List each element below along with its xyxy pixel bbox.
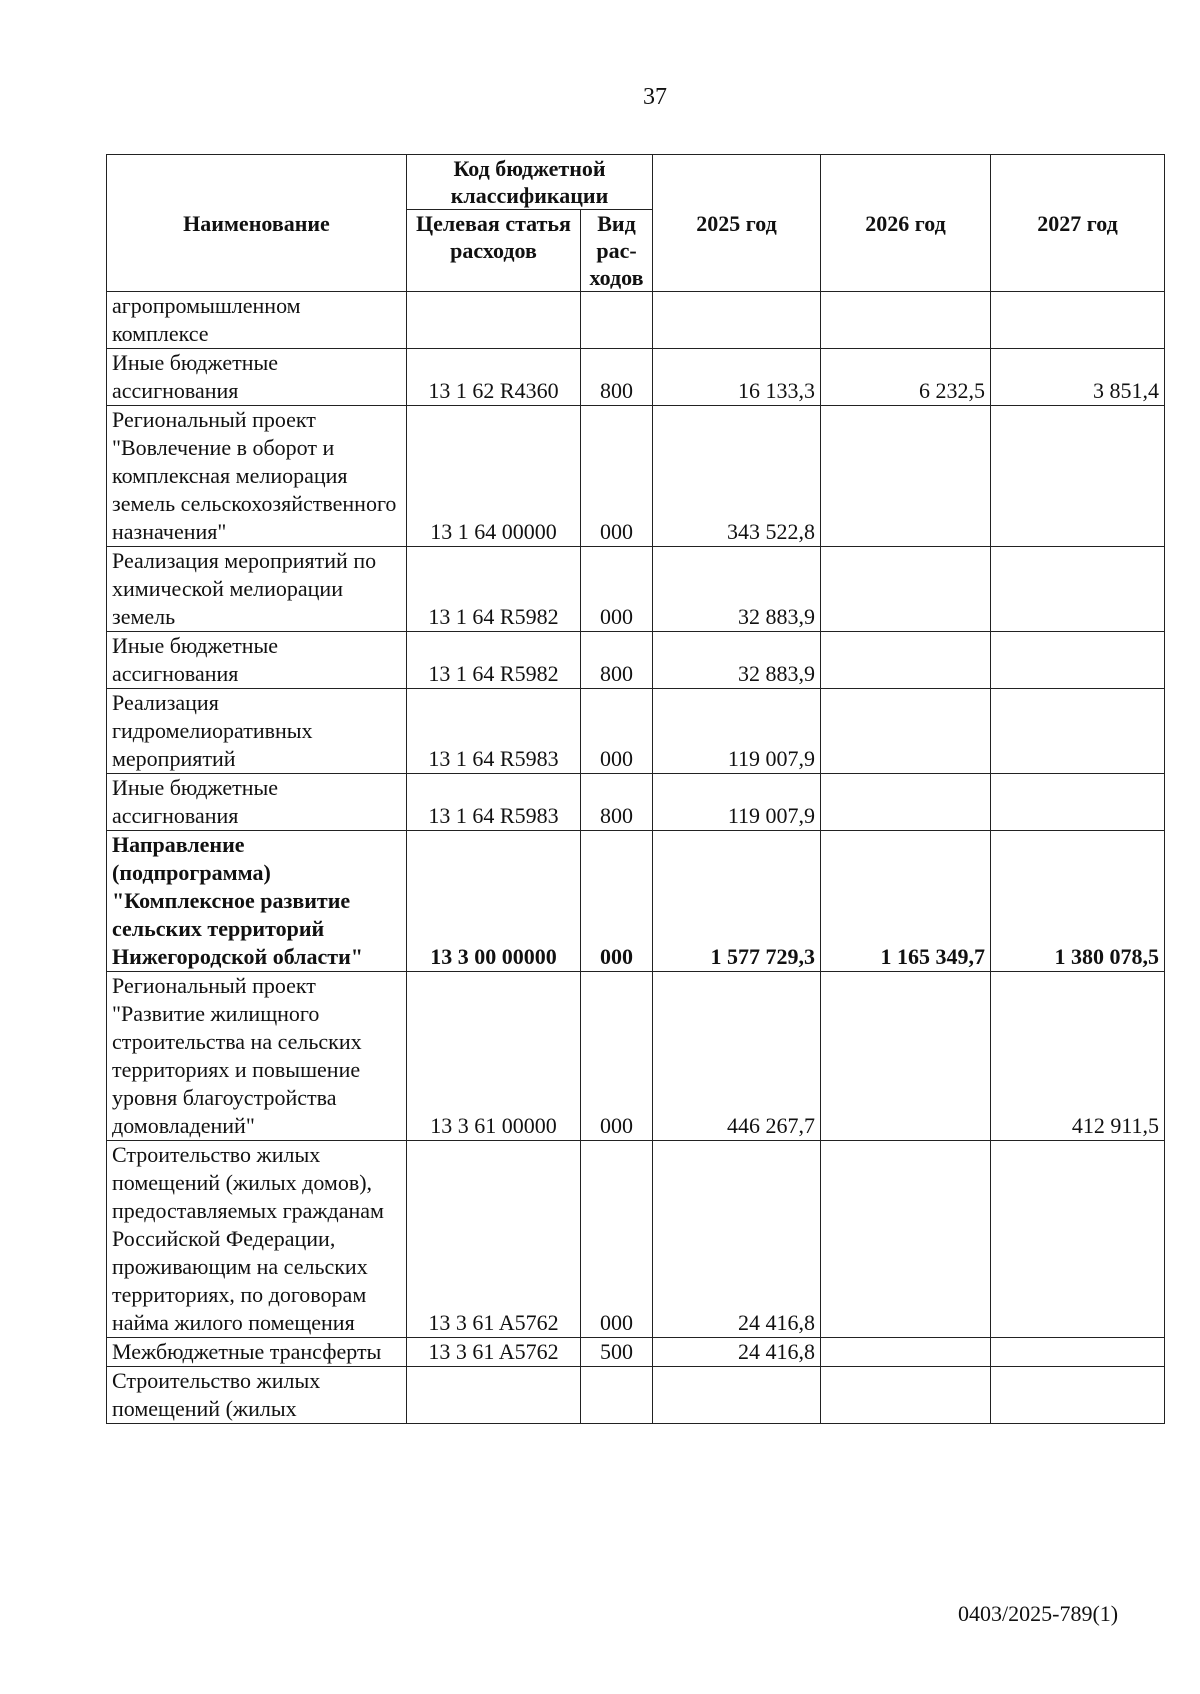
- row-code: 13 1 64 R5983: [407, 689, 581, 774]
- row-kind: [581, 1367, 653, 1424]
- row-2025: [653, 292, 821, 349]
- table-body: [107, 292, 1165, 1424]
- row-code: 13 3 61 A5762: [407, 1338, 581, 1367]
- row-kind: 000: [581, 406, 653, 547]
- table-row: [107, 774, 1165, 831]
- row-2026: [821, 547, 991, 632]
- row-name: Направление (подпрограмма) "Комплексное развитие сельских территорий Нижегородской области": [107, 831, 407, 972]
- row-2025: 119 007,9: [653, 774, 821, 831]
- row-code: 13 1 64 00000: [407, 406, 581, 547]
- row-name: Строительство жилых помещений (жилых: [107, 1367, 407, 1424]
- row-2026: [821, 774, 991, 831]
- row-2026: [821, 689, 991, 774]
- row-2027: [991, 292, 1165, 349]
- row-2025: 32 883,9: [653, 547, 821, 632]
- header-kbk: Код бюджетной классификации: [407, 155, 653, 210]
- table-header: [107, 155, 1165, 292]
- row-name: Строительство жилых помещений (жилых домов), предоставляемых гражданам Российской Федерации, проживающим на сельских территориях, по договорам найма жилого помещения: [107, 1141, 407, 1338]
- table-row: [107, 689, 1165, 774]
- row-kind: 800: [581, 349, 653, 406]
- row-2027: [991, 774, 1165, 831]
- row-2026: 6 232,5: [821, 349, 991, 406]
- row-2026: [821, 1338, 991, 1367]
- row-kind: 000: [581, 972, 653, 1141]
- header-name: Наименование: [107, 155, 407, 292]
- row-code: [407, 1367, 581, 1424]
- row-2027: [991, 1338, 1165, 1367]
- row-2025: 32 883,9: [653, 632, 821, 689]
- row-kind: 000: [581, 1141, 653, 1338]
- row-code: [407, 292, 581, 349]
- row-2027: [991, 406, 1165, 547]
- row-2027: [991, 632, 1165, 689]
- budget-table: [106, 154, 1165, 1424]
- row-2027: [991, 689, 1165, 774]
- row-2025: 24 416,8: [653, 1338, 821, 1367]
- table-row: [107, 349, 1165, 406]
- row-2027: [991, 1367, 1165, 1424]
- row-2027: 1 380 078,5: [991, 831, 1165, 972]
- row-2025: 343 522,8: [653, 406, 821, 547]
- row-2027: [991, 547, 1165, 632]
- row-kind: 800: [581, 632, 653, 689]
- table-row: [107, 1367, 1165, 1424]
- row-2027: [991, 1141, 1165, 1338]
- row-name: Реализация мероприятий по химической мелиорации земель: [107, 547, 407, 632]
- row-name: Иные бюджетные ассигнования: [107, 632, 407, 689]
- header-expense-kind: Вид рас-ходов: [581, 210, 653, 292]
- row-kind: 000: [581, 689, 653, 774]
- row-2026: 1 165 349,7: [821, 831, 991, 972]
- row-2026: [821, 406, 991, 547]
- row-2025: 446 267,7: [653, 972, 821, 1141]
- header-2026: 2026 год: [821, 155, 991, 292]
- row-code: 13 3 00 00000: [407, 831, 581, 972]
- header-2025: 2025 год: [653, 155, 821, 292]
- row-2025: 119 007,9: [653, 689, 821, 774]
- row-2027: 412 911,5: [991, 972, 1165, 1141]
- table-row: [107, 547, 1165, 632]
- row-2026: [821, 1141, 991, 1338]
- page-number: 37: [643, 84, 667, 110]
- row-2027: 3 851,4: [991, 349, 1165, 406]
- row-kind: [581, 292, 653, 349]
- table-row: [107, 1141, 1165, 1338]
- row-name: Региональный проект "Вовлечение в оборот и комплексная мелиорация земель сельскохозяйственного назначения": [107, 406, 407, 547]
- document-code: 0403/2025-789(1): [958, 1601, 1119, 1626]
- row-kind: 000: [581, 547, 653, 632]
- row-code: 13 1 64 R5983: [407, 774, 581, 831]
- row-kind: 500: [581, 1338, 653, 1367]
- table-row: [107, 831, 1165, 972]
- row-2025: 16 133,3: [653, 349, 821, 406]
- table-row: [107, 406, 1165, 547]
- row-code: 13 3 61 00000: [407, 972, 581, 1141]
- row-name: Межбюджетные трансферты: [107, 1338, 407, 1367]
- row-2026: [821, 1367, 991, 1424]
- row-2026: [821, 292, 991, 349]
- row-code: 13 1 64 R5982: [407, 632, 581, 689]
- row-2025: [653, 1367, 821, 1424]
- row-name: агропромышленном комплексе: [107, 292, 407, 349]
- row-name: Иные бюджетные ассигнования: [107, 774, 407, 831]
- row-name: Иные бюджетные ассигнования: [107, 349, 407, 406]
- row-2026: [821, 632, 991, 689]
- row-name: Реализация гидромелиоративных мероприятий: [107, 689, 407, 774]
- table-row: [107, 632, 1165, 689]
- row-2026: [821, 972, 991, 1141]
- header-2027: 2027 год: [991, 155, 1165, 292]
- table-row: [107, 1338, 1165, 1367]
- row-name: Региональный проект "Развитие жилищного строительства на сельских территориях и повышение уровня благоустройства домовладений": [107, 972, 407, 1141]
- table-row: [107, 292, 1165, 349]
- row-2025: 1 577 729,3: [653, 831, 821, 972]
- row-code: 13 3 61 A5762: [407, 1141, 581, 1338]
- row-code: 13 1 62 R4360: [407, 349, 581, 406]
- row-kind: 800: [581, 774, 653, 831]
- row-kind: 000: [581, 831, 653, 972]
- row-2025: 24 416,8: [653, 1141, 821, 1338]
- row-code: 13 1 64 R5982: [407, 547, 581, 632]
- header-target-article: Целевая статья расходов: [407, 210, 581, 292]
- table-row: [107, 972, 1165, 1141]
